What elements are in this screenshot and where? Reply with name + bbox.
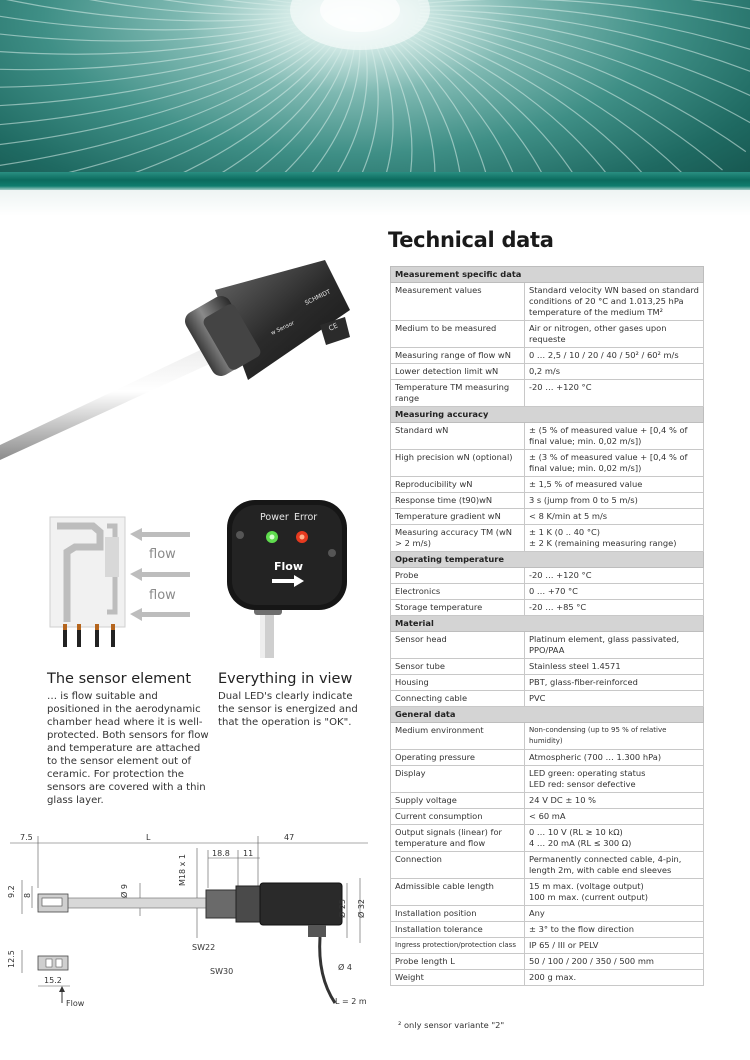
spec-label: Electronics — [391, 584, 525, 600]
table-row — [391, 568, 704, 584]
product-photo — [0, 255, 375, 470]
dim-9-2: 9.2 — [7, 885, 16, 898]
header-banner — [0, 0, 750, 192]
sensor-element-title: The sensor element — [47, 671, 192, 687]
spec-value: -20 … +120 °C — [525, 380, 704, 407]
dim-47: 47 — [284, 833, 295, 842]
table-row — [391, 922, 704, 938]
spec-label: Measuring accuracy TM (wN > 2 m/s) — [391, 525, 525, 552]
table-row — [391, 584, 704, 600]
spec-value: Platinum element, glass passivated, PPO/PAA — [525, 632, 704, 659]
spec-value: ± 1,5 % of measured value — [525, 477, 704, 493]
spec-value: 0 … 10 V (RL ≥ 10 kΩ) 4 … 20 mA (RL ≤ 300 Ω) — [525, 825, 704, 852]
sensor-element-text: … is flow suitable and positioned in the aerodynamic chamber head where it is well-protected. Both sensors for flow and temperature are attached to the sensor element out of ceramic. For protection the sensors are covered with a thin glass layer. — [47, 691, 209, 806]
table-row — [391, 954, 704, 970]
spec-label: Measurement values — [391, 283, 525, 321]
spec-label: Housing — [391, 675, 525, 691]
table-row — [391, 675, 704, 691]
section-header: Material — [391, 616, 704, 632]
footnote: ² only sensor variante "2" — [398, 1020, 505, 1030]
table-row — [391, 600, 704, 616]
dim-L: L — [146, 833, 151, 842]
table-row — [391, 450, 704, 477]
drawing-flow-label: Flow — [66, 999, 85, 1008]
spec-value: PVC — [525, 691, 704, 707]
led-error-label: Error — [294, 512, 318, 523]
spec-value: Non-condensing (up to 95 % of relative humidity) — [525, 723, 704, 750]
spec-value: 0 … 2,5 / 10 / 20 / 40 / 50² / 60² m/s — [525, 348, 704, 364]
table-row — [391, 659, 704, 675]
spec-label: Connecting cable — [391, 691, 525, 707]
spec-label: Temperature gradient wN — [391, 509, 525, 525]
table-row — [391, 477, 704, 493]
led-power-label: Power — [260, 512, 289, 523]
technical-data-table — [390, 266, 704, 986]
page-title: Technical data — [388, 228, 554, 252]
product-name: w Sensor — [270, 320, 296, 337]
section-header: Operating temperature — [391, 552, 704, 568]
table-row — [391, 364, 704, 380]
spec-label: Display — [391, 766, 525, 793]
table-row — [391, 283, 704, 321]
spec-label: Reproducibility wN — [391, 477, 525, 493]
spec-value: 50 / 100 / 200 / 350 / 500 mm — [525, 954, 704, 970]
dimension-drawing — [0, 828, 380, 1018]
dim-7-5: 7.5 — [20, 833, 33, 842]
spec-value: -20 … +120 °C — [525, 568, 704, 584]
spec-label: Connection — [391, 852, 525, 879]
spec-label: Response time (t90)wN — [391, 493, 525, 509]
spec-label: Supply voltage — [391, 793, 525, 809]
table-row — [391, 493, 704, 509]
dim-11: 11 — [243, 849, 254, 858]
dim-d4: Ø 4 — [338, 963, 352, 972]
spec-label: Admissible cable length — [391, 879, 525, 906]
flow-label: flow — [149, 547, 176, 562]
spec-value: ± (5 % of measured value + [0,4 % of final value; min. 0,02 m/s]) — [525, 423, 704, 450]
spec-value: Air or nitrogen, other gases upon requeste — [525, 321, 704, 348]
spec-label: Current consumption — [391, 809, 525, 825]
spec-value: 0 … +70 °C — [525, 584, 704, 600]
dim-sw22: SW22 — [192, 943, 216, 952]
spec-value: Stainless steel 1.4571 — [525, 659, 704, 675]
table-row — [391, 879, 704, 906]
table-row — [391, 632, 704, 659]
spec-value: ± (3 % of measured value + [0,4 % of final value; min. 0,02 m/s]) — [525, 450, 704, 477]
table-row — [391, 723, 704, 750]
spec-label: Sensor tube — [391, 659, 525, 675]
dim-d9: Ø 9 — [120, 884, 129, 898]
table-row — [391, 825, 704, 852]
spec-label: Installation tolerance — [391, 922, 525, 938]
dim-m18: M18 x 1 — [178, 854, 187, 886]
spec-value: LED green: operating status LED red: sensor defective — [525, 766, 704, 793]
dim-18-8: 18.8 — [212, 849, 230, 858]
table-row — [391, 793, 704, 809]
dim-15-2: 15.2 — [44, 976, 62, 985]
spec-value: 15 m max. (voltage output) 100 m max. (current output) — [525, 879, 704, 906]
table-row — [391, 809, 704, 825]
table-row — [391, 852, 704, 879]
dim-sw30: SW30 — [210, 967, 234, 976]
spec-value: 24 V DC ± 10 % — [525, 793, 704, 809]
spec-label: Sensor head — [391, 632, 525, 659]
spec-label: Probe — [391, 568, 525, 584]
table-row — [391, 938, 704, 954]
spec-value: 200 g max. — [525, 970, 704, 986]
spec-label: Medium to be measured — [391, 321, 525, 348]
spec-value: 0,2 m/s — [525, 364, 704, 380]
spec-label: Lower detection limit wN — [391, 364, 525, 380]
table-row — [391, 525, 704, 552]
dim-8: 8 — [23, 892, 32, 898]
table-row — [391, 691, 704, 707]
spec-value: ± 1 K (0 .. 40 °C) ± 2 K (remaining measuring range) — [525, 525, 704, 552]
spec-value: Standard velocity WN based on standard conditions of 20 °C and 1.013,25 hPa temperature of the medium TM² — [525, 283, 704, 321]
section-header-row — [391, 552, 704, 568]
svg-text:CE: CE — [327, 321, 340, 333]
table-row — [391, 970, 704, 986]
table-row — [391, 423, 704, 450]
spec-value: 3 s (jump from 0 to 5 m/s) — [525, 493, 704, 509]
spec-label: Temperature TM measuring range — [391, 380, 525, 407]
section-header-row — [391, 707, 704, 723]
table-row — [391, 766, 704, 793]
spec-label: Installation position — [391, 906, 525, 922]
spec-value: Permanently connected cable, 4-pin, length 2m, with cable end sleeves — [525, 852, 704, 879]
turbine-image — [0, 0, 750, 192]
table-row — [391, 321, 704, 348]
everything-in-view-title: Everything in view — [218, 671, 353, 687]
flow-label: flow — [149, 588, 176, 603]
spec-label: Probe length L — [391, 954, 525, 970]
led-device-photo — [222, 495, 352, 665]
spec-label: Weight — [391, 970, 525, 986]
section-header: Measuring accuracy — [391, 407, 704, 423]
spec-label: Storage temperature — [391, 600, 525, 616]
dim-d25: Ø 25 — [338, 898, 347, 918]
spec-value: IP 65 / III or PELV — [525, 938, 704, 954]
spec-label: Medium environment — [391, 723, 525, 750]
spec-label: Output signals (linear) for temperature and flow — [391, 825, 525, 852]
dim-cable: L = 2 m — [335, 997, 367, 1006]
section-header: General data — [391, 707, 704, 723]
table-row — [391, 750, 704, 766]
table-row — [391, 380, 704, 407]
spec-label: Measuring range of flow wN — [391, 348, 525, 364]
section-header-row — [391, 407, 704, 423]
dim-d32: Ø 32 — [357, 898, 366, 918]
device-flow-label: Flow — [274, 560, 304, 573]
product-brand: SCHMIDT — [303, 288, 332, 307]
sensor-element-drawing — [45, 512, 205, 662]
spec-value: ± 3° to the flow direction — [525, 922, 704, 938]
spec-value: PBT, glass-fiber-reinforced — [525, 675, 704, 691]
spec-value: < 60 mA — [525, 809, 704, 825]
spec-label: Standard wN — [391, 423, 525, 450]
flow-arrows — [130, 528, 190, 621]
spec-value: -20 … +85 °C — [525, 600, 704, 616]
table-row — [391, 509, 704, 525]
everything-in-view-text: Dual LED's clearly indicate the sensor is energized and that the operation is "OK". — [218, 691, 358, 728]
spec-label: High precision wN (optional) — [391, 450, 525, 477]
section-header-row — [391, 616, 704, 632]
spec-value: Any — [525, 906, 704, 922]
spec-value: Atmospheric (700 … 1.300 hPa) — [525, 750, 704, 766]
spec-label: Operating pressure — [391, 750, 525, 766]
dim-12-5: 12.5 — [7, 950, 16, 968]
spec-label: Ingress protection/protection class — [391, 938, 525, 954]
spec-value: < 8 K/min at 5 m/s — [525, 509, 704, 525]
section-header-row — [391, 267, 704, 283]
table-row — [391, 906, 704, 922]
table-row — [391, 348, 704, 364]
section-header: Measurement specific data — [391, 267, 704, 283]
